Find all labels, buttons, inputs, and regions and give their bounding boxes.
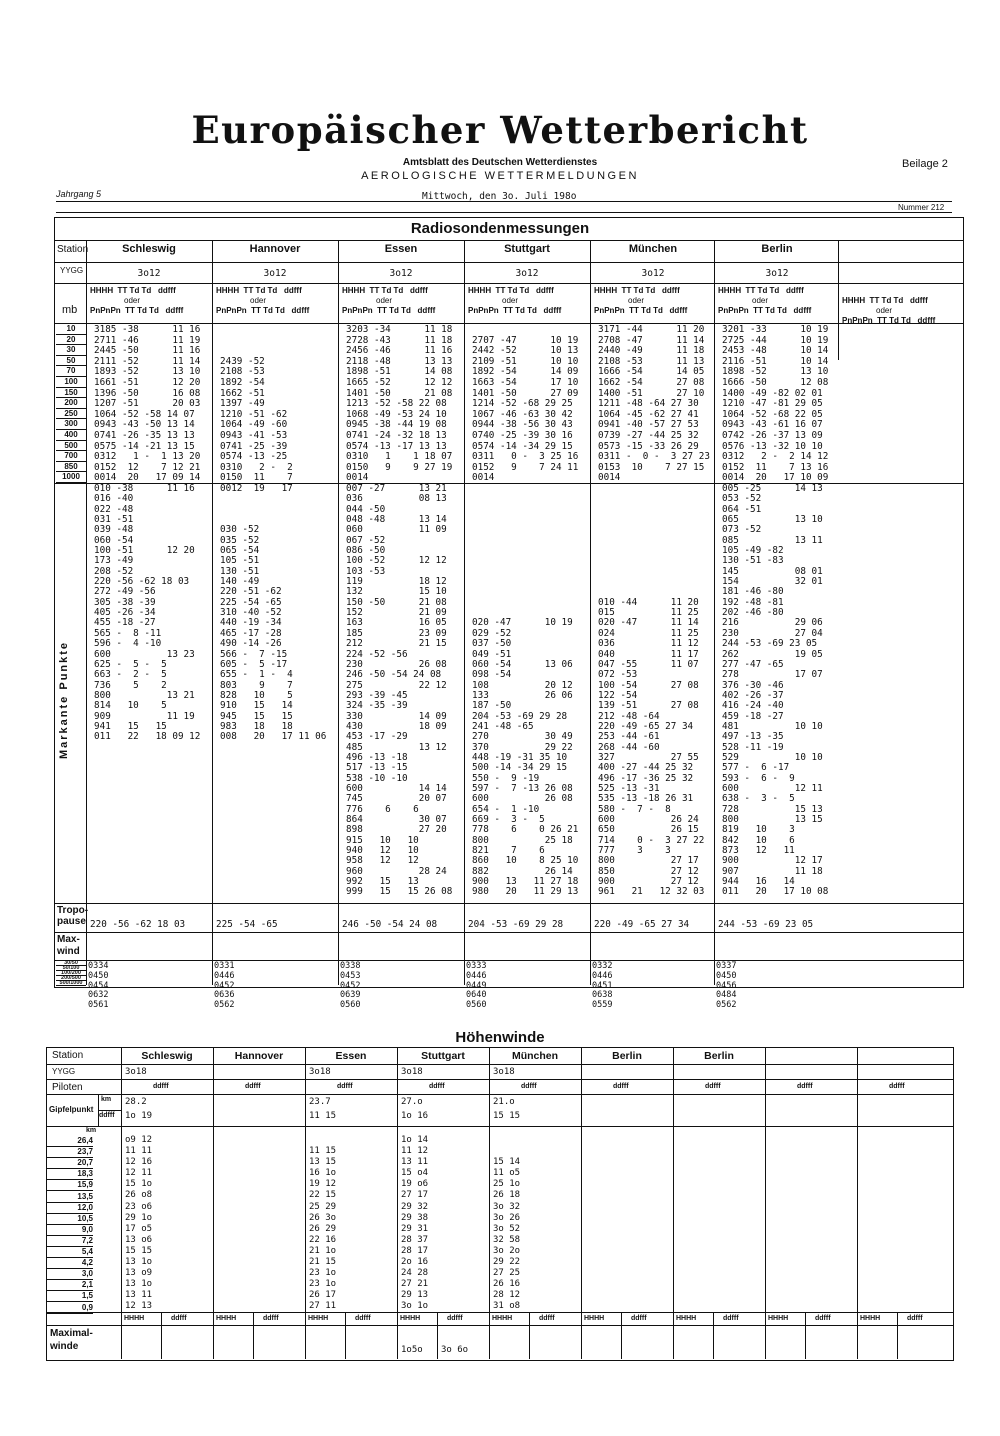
mb-level: 10	[56, 324, 86, 335]
km-level: 9,0	[47, 1225, 93, 1236]
station-yygg: 3o12	[515, 268, 539, 279]
hw-hhhh-header: HHHH	[768, 1315, 789, 1322]
header-oder: oder	[502, 296, 519, 305]
standard-levels: 3171 -44 11 20 2708 -47 11 14 2440 -49 11 18 2108 -53 11 13 1666 -54 14 05 1662 -54 27 08 1400 -51 27 10 1211 -48 -64 27 30 1064 -45 -62 27 41 0941 -40 -57 27 53 0739 -27 -44 25 32 0573 -15 -33 26 29 0311 - 0 - 3 27 23 0153 10 7 27 15 0014	[598, 324, 710, 484]
standard-levels: 3203 -34 11 18 2728 -43 11 18 2456 -46 11 16 2118 -48 13 13 1898 -51 14 08 1665 -52 12 12 1401 -50 21 08 1213 -52 -58 22 08 1068 -49 -53 24 10 0945 -38 -44 19 08 0741 -24 -32 18 13 0574 -13 -17 13 13 0310 1 1 18 07 0150 9 9 27 19 0014	[346, 324, 453, 484]
hw-hhhh-header: HHHH	[676, 1315, 697, 1322]
maximalwinde-label: Maximal- winde	[50, 1328, 93, 1352]
markante-punkte: 007 -27 13 21 036 08 13 044 -50 048 -48 13 14 060 11 09 067 -52 086 -50 100 -52 12 12 103 -53 119 18 12 132 15 10 150 -50 21 08 152 21 09 163 16 05 185 23 09 212 21 15 224 -52 -56 230 26 08 246 -50 -54 24 08 275 22 12 293 -39 -45 324 -35 -39 330 14 09 430 18 09 453 -17 -29 485 13 12 496 -13 -18 517 -13 -15 538 -10 -10 600 14 14 745 20 07 776 6 6 864 30 07 898 27 20 915 10 10 940 12 10 958 12 12 960 28 24 992 15 13 999 15 15 26 08	[346, 483, 453, 898]
header-oder: oder	[376, 296, 393, 305]
hw-station-name: Essen	[335, 1050, 367, 1062]
hw-max-subdivider	[161, 1312, 162, 1359]
km-level: 1,5	[47, 1291, 93, 1302]
hw-max-subdivider	[713, 1312, 714, 1359]
mb-level: 300	[56, 419, 86, 430]
standard-levels: 2439 -52 2108 -53 1892 -54 1662 -51 1397 -49 1210 -51 -62 1064 -49 -60 0943 -41 -53 0741 -25 -39 0574 -13 -25 0310 2 - 2 0150 11 7 0012 19 17	[220, 355, 293, 494]
hw-piloten-label: Piloten	[52, 1082, 83, 1093]
station-name: Hannover	[249, 243, 301, 255]
markante-punkte-label: Markante Punkte	[58, 640, 70, 760]
hw-hhhh-header: HHHH	[492, 1315, 513, 1322]
hw-column-values: o9 12 11 11 12 16 12 11 15 1o 26 o8 23 o6 29 1o 17 o5 13 o6 15 15 13 1o 13 o9 13 1o 13 11 12 13	[125, 1135, 153, 1312]
station-name: Stuttgart	[504, 243, 550, 255]
mb-level: 500	[56, 441, 86, 452]
km-level: 5,4	[47, 1247, 93, 1258]
maxwind-values: 0334 0450 0454 0632 0561	[88, 961, 109, 1011]
maxwind-values: 0337 0450 0456 0484 0562	[716, 961, 737, 1011]
hw-gipfel-km: 23.7	[309, 1097, 331, 1107]
hw-hhhh-header: HHHH	[308, 1315, 329, 1322]
station-yygg: 3o12	[263, 268, 287, 279]
hw-col-divider	[213, 1048, 214, 1359]
maxwind-values: 0331 0446 0452 0636 0562	[214, 961, 235, 1011]
radiosonde-title: Radiosondenmessungen	[410, 220, 590, 237]
station-yygg: 3o12	[389, 268, 413, 279]
mb-level: 1000	[56, 472, 86, 483]
hw-max-ddfff-header: ddfff	[171, 1315, 187, 1322]
hw-max-hhhh: 1o5o	[401, 1345, 423, 1355]
mb-level: 200	[56, 398, 86, 409]
header-bottom: PnPnPn TT Td Td ddfff	[594, 306, 688, 315]
tropopause-value: 246 -50 -54 24 08	[342, 919, 438, 930]
hw-ddfff-header: ddfff	[337, 1083, 353, 1090]
hw-station-name: Schleswig	[141, 1050, 193, 1062]
hw-col-divider	[581, 1048, 582, 1359]
hw-max-subdivider	[897, 1312, 898, 1359]
hw-max-ddfff-header: ddfff	[447, 1315, 463, 1322]
beilage-label: Beilage 2	[902, 158, 948, 170]
maxwind-level: 30/50	[56, 961, 86, 966]
station-row-label: Station	[57, 244, 89, 255]
station-yygg: 3o12	[641, 268, 665, 279]
km-level: 0,9	[47, 1303, 93, 1314]
hw-station-name: Stuttgart	[421, 1050, 465, 1062]
station-name: Berlin	[761, 243, 793, 255]
km-level: 2,1	[47, 1280, 93, 1291]
station-yygg: 3o12	[137, 268, 161, 279]
hw-max-ddfff-header: ddfff	[815, 1315, 831, 1322]
hw-hhhh-header: HHHH	[400, 1315, 421, 1322]
tropopause-value: 225 -54 -65	[216, 919, 278, 930]
mb-level: 150	[56, 388, 86, 399]
hw-col-divider	[305, 1048, 306, 1359]
hw-station-name: Hannover	[234, 1050, 284, 1062]
km-level: 3,0	[47, 1269, 93, 1280]
header-bottom: PnPnPn TT Td Td ddfff	[718, 306, 812, 315]
hw-max-subdivider	[253, 1312, 254, 1359]
maxwind-level: 500/1000	[56, 981, 86, 986]
hw-max-subdivider	[529, 1312, 530, 1359]
maxwind-level: 50/100	[56, 966, 86, 971]
maxwind-values: 0332 0446 0451 0638 0559	[592, 961, 613, 1011]
mb-level: 50	[56, 356, 86, 367]
header-oder: oder	[250, 296, 267, 305]
mb-level: 20	[56, 335, 86, 346]
yygg-row-label: YYGG	[60, 266, 84, 275]
hw-max-ddfff-header: ddfff	[907, 1315, 923, 1322]
standard-levels: 2707 -47 10 19 2442 -52 10 13 2109 -51 10 10 1892 -54 14 09 1663 -54 17 10 1401 -50 27 09 1214 -52 -68 29 25 1067 -46 -63 30 42 0944 -38 -56 30 43 0740 -25 -39 30 16 0574 -14 -34 29 15 0311 0 - 3 25 16 0152 9 7 24 11 0014	[472, 334, 579, 484]
hw-ddfff-header: ddfff	[613, 1083, 629, 1090]
hw-max-subdivider	[437, 1312, 438, 1359]
km-level: 23,7	[47, 1147, 93, 1158]
hw-max-ddfff: 3o 6o	[441, 1345, 469, 1355]
hw-gipfel-km-label: km	[101, 1096, 112, 1103]
km-level: 13,5	[47, 1192, 93, 1203]
hw-col-divider	[673, 1048, 674, 1359]
header-top: HHHH TT Td Td ddfff	[718, 286, 804, 295]
km-level: 18,3	[47, 1169, 93, 1180]
hw-column-values: 11 15 13 15 16 1o 19 12 22 15 25 29 26 3o 26 29 22 16 21 1o 21 15 23 1o 23 1o 26 17 27 11	[309, 1146, 337, 1312]
hw-ddfff-header: ddfff	[705, 1083, 721, 1090]
markante-punkte: 010 -38 11 16 016 -40 022 -48 031 -51 039 -48 060 -54 100 -51 12 20 173 -49 208 -52 220 -56 -62 18 03 272 -49 -56 305 -38 -39 405 -26 -34 455 -18 -27 565 - 8 -11 596 - 4 -10 600 13 23 625 - 5 - 5 663 - 2 - 5 736 5 2 800 13 21 814 10 5 909 11 19 941 15 15 011 22 18 09 12	[94, 483, 201, 743]
hw-gipfelpunkt-label: Gipfelpunkt	[49, 1105, 94, 1114]
standard-levels: 3201 -33 10 19 2725 -44 10 19 2453 -48 10 14 2116 -51 10 14 1898 -52 13 10 1666 -50 12 08 1400 -49 -82 02 01 1210 -47 -81 29 05 1064 -52 -68 22 05 0943 -43 -61 16 07 0742 -26 -37 13 09 0576 -13 -32 10 10 0312 2 - 2 14 12 0152 11 7 13 16 0014 20 17 10 09	[722, 324, 829, 484]
mb-level: 100	[56, 377, 86, 388]
hw-max-subdivider	[805, 1312, 806, 1359]
hw-ddfff-header: ddfff	[153, 1083, 169, 1090]
km-level: 7,2	[47, 1236, 93, 1247]
hw-ddfff-header: ddfff	[245, 1083, 261, 1090]
page-subtitle: Amtsblatt des Deutschen Wetterdienstes	[402, 157, 598, 168]
page-title: Europäischer Wetterbericht	[191, 108, 809, 152]
header-top: HHHH TT Td Td ddfff	[216, 286, 302, 295]
hw-yygg: 3o18	[309, 1067, 331, 1077]
header-oder: oder	[124, 296, 141, 305]
hw-station-name: Berlin	[704, 1050, 734, 1062]
hw-station-name: Berlin	[612, 1050, 642, 1062]
hw-gipfel-km: 21.o	[493, 1097, 515, 1107]
header-oder: oder	[752, 296, 769, 305]
hw-max-ddfff-header: ddfff	[263, 1315, 279, 1322]
hw-ddfff-header: ddfff	[889, 1083, 905, 1090]
km-level: 10,5	[47, 1214, 93, 1225]
header-top: HHHH TT Td Td ddfff	[90, 286, 176, 295]
tropopause-value: 220 -49 -65 27 34	[594, 919, 690, 930]
mb-level: 700	[56, 451, 86, 462]
tropopause-value: 204 -53 -69 29 28	[468, 919, 564, 930]
hw-col-divider	[397, 1048, 398, 1359]
hw-yygg: 3o18	[125, 1067, 147, 1077]
hw-ddfff-header: ddfff	[797, 1083, 813, 1090]
hw-max-ddfff-header: ddfff	[355, 1315, 371, 1322]
mb-level: 30	[56, 345, 86, 356]
tropopause-value: 244 -53 -69 23 05	[718, 919, 814, 930]
hw-ddfff-header: ddfff	[429, 1083, 445, 1090]
section-heading: AEROLOGISCHE WETTERMELDUNGEN	[361, 170, 639, 182]
station-name: München	[628, 243, 678, 255]
header-oder: oder	[628, 296, 645, 305]
nummer-label: Nummer 212	[898, 203, 945, 212]
hw-max-ddfff-header: ddfff	[539, 1315, 555, 1322]
hw-gipfel-ddfff: 15 15	[493, 1111, 521, 1121]
maxwind-level: 200/500	[56, 976, 86, 981]
km-level: 20,7	[47, 1158, 93, 1169]
header-top: HHHH TT Td Td ddfff	[842, 296, 928, 305]
tropopause-value: 220 -56 -62 18 03	[90, 919, 186, 930]
header-bottom: PnPnPn TT Td Td ddfff	[842, 316, 936, 325]
markante-punkte: 020 -47 10 19 029 -52 037 -50 049 -51 060 -54 13 06 098 -54 108 20 12 133 26 06 187 -50 204 -53 -69 29 28 241 -48 -65 270 30 49 370 29 22 448 -19 -31 35 10 500 -14 -34 29 15 550 - 9 -19 597 - 7 -13 26 08 600 26 08 654 - 1 -10 669 - 3 - 5 778 6 0 26 21 800 25 18 821 7 6 860 10 8 25 10 882 26 14 900 13 11 27 18 980 20 11 29 13	[472, 617, 579, 898]
mb-row-label: mb	[62, 304, 78, 316]
hw-column-values: 1o 14 11 12 13 11 15 o4 19 o6 27 17 29 32 29 38 29 31 28 37 28 17 2o 16 24 28 27 21 29 13 3o 1o	[401, 1135, 429, 1312]
issue-date: Mittwoch, den 3o. Juli 198o	[422, 191, 577, 202]
hw-hhhh-header: HHHH	[860, 1315, 881, 1322]
hw-col-divider	[765, 1048, 766, 1359]
markante-punkte: 030 -52 035 -52 065 -54 105 -51 130 -51 140 -49 220 -51 -62 225 -54 -65 310 -40 -52 440 -19 -34 465 -17 -28 490 -14 -26 566 - 7 -15 605 - 5 -17 655 - 1 - 4 803 9 7 828 10 5 910 15 14 945 15 15 983 18 18 008 20 17 11 06	[220, 524, 327, 743]
km-level: 4,2	[47, 1258, 93, 1269]
mb-level: 250	[56, 409, 86, 420]
jahrgang-label: Jahrgang 5	[56, 189, 102, 199]
station-name: Essen	[384, 243, 418, 255]
hw-max-subdivider	[621, 1312, 622, 1359]
mb-level: 400	[56, 430, 86, 441]
hw-station-label: Station	[52, 1050, 84, 1061]
station-yygg: 3o12	[765, 268, 789, 279]
maxwind-values: 0333 0446 0449 0640 0560	[466, 961, 487, 1011]
hw-hhhh-header: HHHH	[124, 1315, 145, 1322]
hw-max-ddfff-header: ddfff	[631, 1315, 647, 1322]
hw-column-values: 15 14 11 o5 25 1o 26 18 3o 32 3o 26 3o 52 32 58 3o 2o 29 22 27 25 26 16 28 12 31 o8	[493, 1157, 521, 1312]
header-bottom: PnPnPn TT Td Td ddfff	[468, 306, 562, 315]
hw-ddfff-header: ddfff	[521, 1083, 537, 1090]
hw-yygg: 3o18	[493, 1067, 515, 1077]
km-level: 15,9	[47, 1180, 93, 1191]
station-name: Schleswig	[122, 243, 176, 255]
header-top: HHHH TT Td Td ddfff	[342, 286, 428, 295]
hw-col-divider	[489, 1048, 490, 1359]
hw-col-divider	[857, 1048, 858, 1359]
hw-gipfel-ddfff: 11 15	[309, 1111, 337, 1121]
mb-level: 850	[56, 462, 86, 473]
km-level: 12,0	[47, 1203, 93, 1214]
hoehenwinde-title: Höhenwinde	[455, 1029, 545, 1046]
standard-levels: 3185 -38 11 16 2711 -46 11 19 2445 -50 11 16 2111 -52 11 14 1893 -52 13 10 1661 -51 12 20 1396 -50 16 08 1207 -51 20 03 1064 -52 -58 14 07 0943 -43 -50 13 14 0741 -26 -35 13 13 0575 -14 -21 13 15 0312 1 - 1 13 20 0152 12 7 12 21 0014 20 17 09 14	[94, 324, 201, 484]
mb-level: 70	[56, 366, 86, 377]
header-bottom: PnPnPn TT Td Td ddfff	[216, 306, 310, 315]
header-bottom: PnPnPn TT Td Td ddfff	[90, 306, 184, 315]
hw-max-ddfff-header: ddfff	[723, 1315, 739, 1322]
km-level: 26,4	[47, 1136, 93, 1147]
hw-station-name: München	[511, 1050, 559, 1062]
hw-gipfel-km: 27.o	[401, 1097, 423, 1107]
hw-yygg: 3o18	[401, 1067, 423, 1077]
header-top: HHHH TT Td Td ddfff	[468, 286, 554, 295]
maxwind-level: 100/200	[56, 971, 86, 976]
hw-gipfel-ddfff-label: ddfff	[99, 1112, 115, 1119]
markante-punkte: 005 -25 14 13 053 -52 064 -51 065 13 10 073 -52 085 13 11 105 -49 -82 130 -51 -83 145 08 01 154 32 01 181 -46 -80 192 -48 -81 202 -46 -80 216 29 06 230 27 04 244 -53 -69 23 05 262 19 05 277 -47 -65 278 17 07 376 -30 -46 402 -26 -37 416 -24 -40 459 -18 -27 481 10 10 497 -13 -35 528 -11 -19 529 10 10 577 - 6 -17 593 - 6 - 9 600 12 11 638 - 3 - 5 728 15 13 800 13 15 819 10 3 842 10 6 873 12 11 900 12 17 907 11 18 944 16 14 011 20 17 10 08	[722, 483, 829, 898]
tropopause-label: Tropo- pause	[57, 905, 89, 927]
hw-km-label: km	[86, 1127, 97, 1134]
header-bottom: PnPnPn TT Td Td ddfff	[342, 306, 436, 315]
maxwind-values: 0338 0453 0452 0639 0560	[340, 961, 361, 1011]
maxwind-label: Max- wind	[57, 934, 80, 957]
header-top: HHHH TT Td Td ddfff	[594, 286, 680, 295]
hw-hhhh-header: HHHH	[216, 1315, 237, 1322]
hw-gipfel-km: 28.2	[125, 1097, 147, 1107]
hw-max-subdivider	[345, 1312, 346, 1359]
header-oder: oder	[876, 306, 893, 315]
hw-gipfel-ddfff: 1o 16	[401, 1111, 429, 1121]
hw-hhhh-header: HHHH	[584, 1315, 605, 1322]
hw-yygg-label: YYGG	[52, 1067, 76, 1076]
hw-gipfel-ddfff: 1o 19	[125, 1111, 153, 1121]
markante-punkte: 010 -44 11 20 015 11 25 020 -47 11 14 024 11 25 036 11 12 040 11 17 047 -55 11 07 072 -53 100 -54 27 08 122 -54 139 -51 27 08 212 -48 -64 220 -49 -65 27 34 253 -44 -61 268 -44 -60 327 27 55 400 -27 -44 25 32 496 -17 -36 25 32 525 -13 -31 535 -13 -18 26 31 580 - 7 - 8 600 26 24 650 26 15 714 0 - 3 27 22 777 3 3 800 27 17 850 27 12 900 27 12 961 21 12 32 03	[598, 596, 705, 898]
